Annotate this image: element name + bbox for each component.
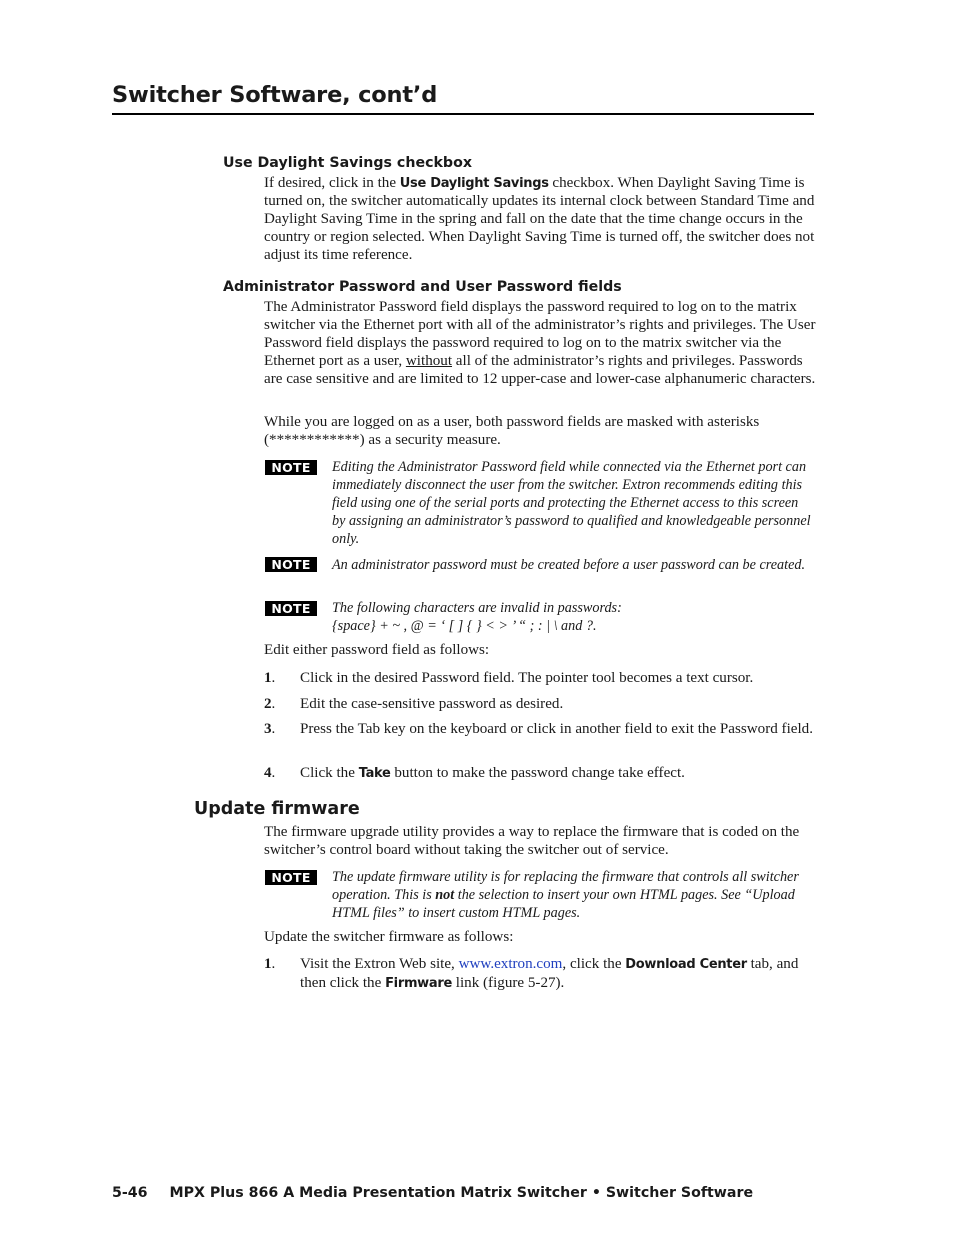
step-text: Press the Tab key on the keyboard or click in another field to exit the Password field. (300, 721, 813, 737)
daylight-heading: Use Daylight Savings checkbox (223, 155, 472, 171)
note-badge: NOTE (265, 870, 317, 885)
footer-text: MPX Plus 866 A Media Presentation Matrix Switcher • Switcher Software (169, 1185, 754, 1201)
take-button-ref: Take (358, 766, 391, 781)
page-number: 5-46 (112, 1185, 148, 1201)
step-number: 3. (264, 721, 276, 737)
daylight-paragraph: If desired, click in the Use Daylight Savings checkbox. When Daylight Saving Time is turned on, the switcher automatically updates its internal clock between Standard Time and Daylight Saving Time in the spring and fall on the date that the time change occurs in the country or region selected. When Daylight Saving Time is turned off, the switcher does not adjust its time reference. (264, 175, 815, 263)
password-paragraph-2: While you are logged on as a user, both password fields are masked with asterisks (************) as a security measure. (264, 414, 760, 448)
note-text: Editing the Administrator Password field while connected via the Ethernet port can immediately disconnect the user from the switcher. Extron recommends editing this field using one of the serial ports and protecting the Ethernet access to this screen by assigning an administrator’s password to qualified and knowledgeable personnel only. (332, 459, 811, 547)
step-text: Edit the case-sensitive password as desired. (300, 696, 564, 712)
step-text: Click the Take button to make the password change take effect. (300, 765, 685, 781)
password-paragraph-1: The Administrator Password field displays the password required to log on to the matrix switcher via the Ethernet port with all of the administrator’s rights and privileges. The User Password field displays the password required to log on to the matrix switcher via the Ethernet port as a user, without all of the administrator’s rights and privileges. Passwords are case sensitive and are limited to 12 upper-case and lower-case alphanumeric characters. (264, 299, 816, 387)
step-text: Visit the Extron Web site, www.extron.com, click the Download Center tab, and then click the Firmware link (figure 5-27). (300, 956, 799, 991)
download-center-ref: Download Center (625, 957, 747, 972)
edit-intro: Edit either password field as follows: (264, 642, 490, 658)
header-rule (112, 113, 814, 115)
firmware-intro: Update the switcher firmware as follows: (264, 929, 514, 945)
note-badge: NOTE (265, 557, 317, 572)
note-badge: NOTE (265, 601, 317, 616)
firmware-heading: Update firmware (194, 799, 360, 819)
step-number: 4. (264, 765, 276, 781)
step-number: 1. (264, 670, 276, 686)
note-text: The update firmware utility is for replacing the firmware that controls all switcher operation. This is not the selection to insert your own HTML pages. See “Upload HTML files” to insert custom HTML pages. (332, 869, 799, 921)
note-badge: NOTE (265, 460, 317, 475)
step-number: 1. (264, 956, 276, 972)
note-text: The following characters are invalid in passwords: {space} + ~ , @ = ‘ [ ] { } < > ’ “ ; : | \ and ?. (332, 600, 622, 634)
page-title: Switcher Software, cont’d (112, 82, 438, 108)
daylight-checkbox-ref: Use Daylight Savings (399, 176, 549, 191)
step-text: Click in the desired Password field. The pointer tool becomes a text cursor. (300, 670, 754, 686)
firmware-paragraph: The firmware upgrade utility provides a way to replace the firmware that is coded on the switcher’s control board without taking the switcher out of service. (264, 824, 800, 858)
firmware-link-ref: Firmware (385, 976, 452, 991)
password-heading: Administrator Password and User Password fields (223, 279, 622, 295)
extron-link[interactable]: www.extron.com (458, 956, 563, 972)
note-text: An administrator password must be created before a user password can be created. (332, 557, 806, 573)
step-number: 2. (264, 696, 276, 712)
page-footer (112, 1185, 753, 1201)
